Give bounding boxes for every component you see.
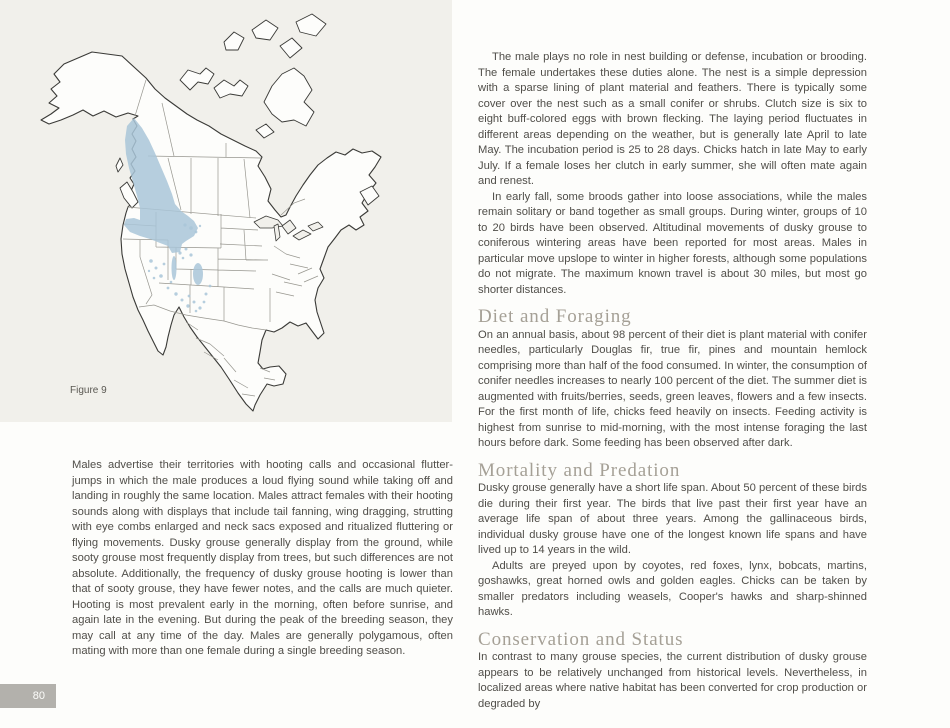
- heading-conservation-and-status: Conservation and Status: [478, 628, 684, 650]
- paragraph-diet: On an annual basis, about 98 percent of their diet is plant material with conifer needles, particularly Douglas fir, true fir, pines and mountain hemlock comprising more than half of the food consumed. In winter, the consumption of conifer needles increases to nearly 100 percent of the diet. The summer diet is augmented with fruits/berries, seeds, green leaves, flowers and a few insects. For the first month of life, chicks feed heavily on insects. Feeding activity is highest from sunrise to mid-morning, with the most intense foraging the last hours before dark. Some feeding has been observed after dark.: [478, 328, 867, 449]
- figure-caption: Figure 9: [70, 385, 107, 396]
- paragraph-fall-winter: In early fall, some broods gather into loose associations, while the males remain solitary or band together as small groups. During winter, groups of 10 to 20 birds have been observed. Altitudinal movements of dusky grouse to coniferous wintering areas have been reported for most areas. Males in particular move upslope to winter in higher forests, although some populations do not migrate. The maximum known travel is about 30 miles, but most go shorter distances.: [478, 190, 867, 296]
- paragraph-conservation: In contrast to many grouse species, the current distribution of dusky grouse appears to be relatively unchanged from historical levels. Nevertheless, in localized areas where native habitat has been converted for crop production or degraded by: [478, 651, 867, 710]
- heading-mortality-and-predation: Mortality and Predation: [478, 459, 681, 481]
- heading-diet-and-foraging: Diet and Foraging: [478, 306, 632, 327]
- page-number: 80: [32, 690, 45, 702]
- left-column: [72, 458, 453, 660]
- right-column: [478, 50, 867, 712]
- map-outline-group: [41, 14, 381, 411]
- north-america-range-map: [28, 6, 458, 420]
- left-paragraph: Males advertise their territories with hooting calls and occasional flutter-jumps in which the male produces a loud flying sound while taking off and landing in roughly the same location. Males attract females with their hooting sounds along with displays that include tail fanning, wing dragging, strutting with eye combs enlarged and neck sacs exposed and ritualized fluttering or flying movements. Dusky grouse generally display from the ground, while sooty grouse most frequently display from trees, but such differences are not absolute. Additionally, the frequency of dusky grouse hooting is lower than that of sooty grouse, they have fewer notes, and the calls are much quieter. Hooting is most prevalent early in the morning, often before sunrise, and again late in the evening. But during the peak of the breeding season, they may call at any time of the day. Males are generally polygamous, often mating with more than one female during a single breeding season.: [72, 459, 453, 657]
- paragraph-nesting: The male plays no role in nest building or defense, incubation or brooding. The female undertakes these duties alone. The nest is a simple depression with a sparse lining of plant material and feathers. There is typically some cover over the nest such as a small conifer or shrubs. Clutch size is six to eight buff-colored eggs with brown flecking. The laying period fluctuates in different areas depending on the weather, but is generally late April to late May. The incubation period is 25 to 28 days. Chicks hatch in late May to early July. If a female loses her clutch in early summer, she will often mate again and renest.: [478, 51, 867, 187]
- paragraph-predators: Adults are preyed upon by coyotes, red foxes, lynx, bobcats, martins, goshawks, great horned owls and golden eagles. Chicks can be taken by smaller predators including weasels, Cooper's hawks and sharp-shinned hawks.: [478, 559, 867, 618]
- page-number-bar: [0, 684, 56, 708]
- paragraph-mortality: Dusky grouse generally have a short life span. About 50 percent of these birds die during their first year. The birds that live past their first year have an average life span of about three years. Among the gallinaceous birds, individual dusky grouse have one of the longest known life spans and have lived up to 14 years in the wild.: [478, 482, 867, 556]
- figure-panel: [0, 0, 452, 422]
- continent-outline: [41, 52, 381, 411]
